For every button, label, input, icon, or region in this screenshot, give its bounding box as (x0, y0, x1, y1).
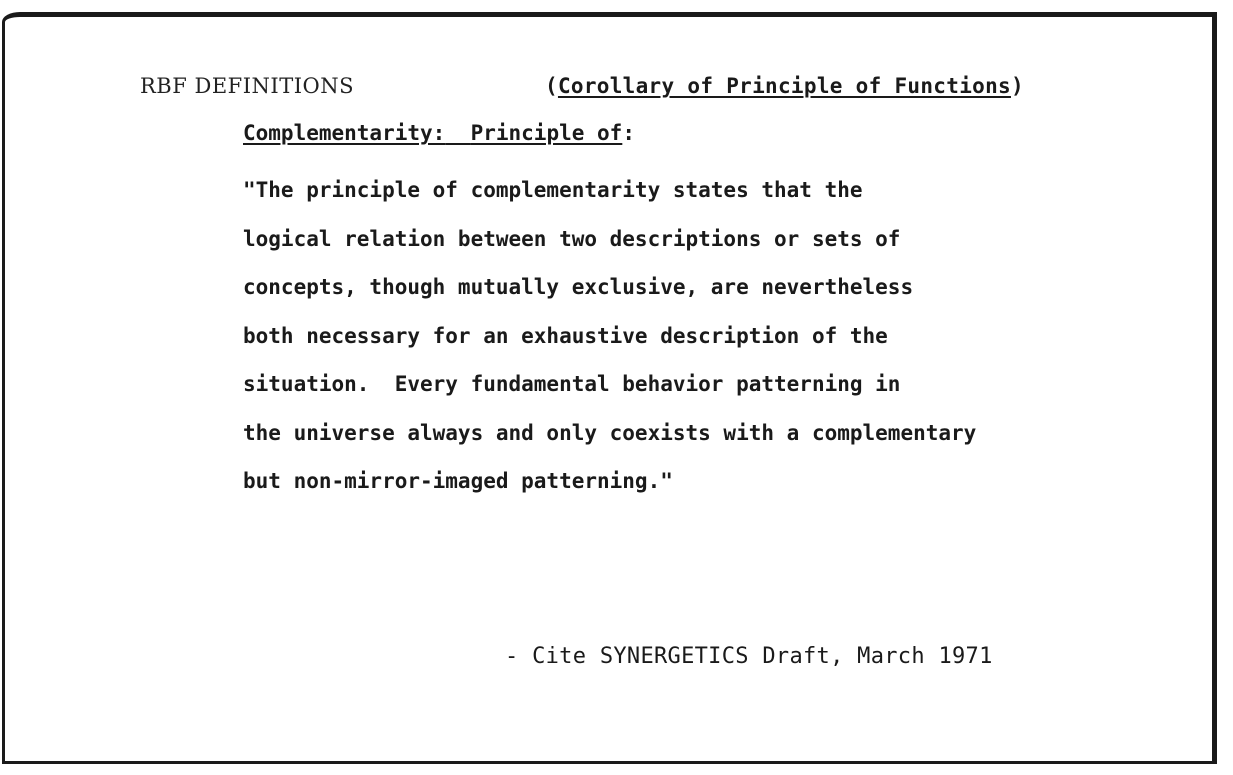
cross-reference-text: Corollary of Principle of Functions (557, 74, 1011, 98)
quote-line: but non-mirror-imaged patterning." (243, 469, 673, 493)
paren-close: ) (1010, 74, 1024, 98)
quote-line: "The principle of complementarity states that the (243, 178, 863, 202)
quote-line: situation. Every fundamental behavior patterning in (243, 372, 901, 396)
paren-open: ( (545, 74, 558, 98)
quote-line: logical relation between two descriptions or sets of (243, 226, 901, 251)
card-category: RBF DEFINITIONS (140, 74, 354, 98)
quote-line: the universe always and only coexists with a complementary (243, 420, 977, 445)
citation: - Cite SYNERGETICS Draft, March 1971 (505, 644, 993, 669)
term-colon: : (622, 121, 635, 145)
card-cross-reference (545, 74, 1024, 98)
definition-term (243, 121, 635, 145)
quote-line: both necessary for an exhaustive description of the (243, 323, 888, 348)
definition-quote (243, 166, 1143, 506)
term-rest: Principle of (470, 121, 623, 145)
term-gap (445, 121, 470, 145)
quote-line: concepts, though mutually exclusive, are nevertheless (243, 275, 914, 299)
term-word: Complementarity: (243, 121, 446, 145)
